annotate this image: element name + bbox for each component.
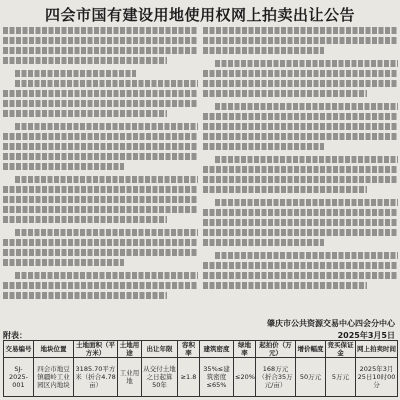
notice-body-right-column — [203, 27, 398, 315]
table-cell: SJ-2025-001 — [4, 358, 34, 397]
table-cell: 2025年3月25日10时00分 — [356, 358, 398, 397]
body-text-placeholder — [203, 219, 398, 226]
body-text-placeholder — [203, 90, 367, 97]
table-cell: ≤20% — [234, 358, 256, 397]
body-text-placeholder — [3, 292, 167, 299]
body-text-placeholder — [3, 47, 198, 54]
body-text-placeholder — [203, 37, 398, 44]
body-text-placeholder — [203, 176, 398, 183]
land-lot-table — [3, 340, 398, 397]
table-header-row — [4, 341, 398, 358]
column-header: 起拍价（万元） — [256, 341, 296, 358]
body-text-placeholder — [15, 80, 198, 87]
body-text-placeholder — [3, 133, 198, 140]
body-text-placeholder — [3, 249, 198, 256]
body-text-placeholder — [215, 199, 398, 206]
body-text-placeholder — [3, 100, 198, 107]
column-header: 绿地率 — [234, 341, 256, 358]
column-header: 容积率 — [178, 341, 200, 358]
table-cell: 5万元 — [326, 358, 356, 397]
table-cell: 50万元 — [296, 358, 326, 397]
body-text-placeholder — [3, 110, 167, 117]
column-header: 地块位置 — [34, 341, 74, 358]
body-text-placeholder — [3, 37, 198, 44]
body-text-placeholder — [3, 206, 198, 213]
body-text-placeholder — [203, 209, 398, 216]
body-text-placeholder — [15, 70, 136, 77]
body-text-placeholder — [203, 239, 324, 246]
table-row — [4, 358, 398, 397]
body-text-placeholder — [215, 60, 398, 67]
body-text-placeholder — [3, 27, 198, 34]
body-text-placeholder — [203, 27, 398, 34]
body-text-placeholder — [203, 262, 398, 269]
body-text-placeholder — [3, 57, 167, 64]
notice-title: 四会市国有建设用地使用权网上拍卖出让公告 — [44, 6, 355, 24]
body-text-placeholder — [215, 156, 398, 163]
body-text-placeholder — [203, 186, 367, 193]
table-cell: ≥1.8 — [178, 358, 200, 397]
table-cell: 四会市地豆镇疆岭工业园区内地块 — [34, 358, 74, 397]
body-text-placeholder — [203, 272, 398, 279]
body-text-placeholder — [215, 103, 398, 110]
body-text-placeholder — [3, 239, 198, 246]
column-header: 土地用途 — [118, 341, 142, 358]
table-cell: 工业用地 — [118, 358, 142, 397]
column-header: 建筑密度 — [200, 341, 234, 358]
body-text-placeholder — [3, 90, 198, 97]
issuer-line: 肇庆市公共资源交易中心四会分中心 — [267, 319, 395, 328]
body-text-placeholder — [3, 186, 198, 193]
body-text-placeholder — [3, 216, 167, 223]
body-text-placeholder — [3, 282, 198, 289]
body-text-placeholder — [3, 143, 198, 150]
notice-body-left-column — [3, 27, 198, 315]
body-text-placeholder — [203, 229, 398, 236]
body-text-placeholder — [203, 113, 398, 120]
table-cell: 168万元（折合35万元/亩） — [256, 358, 296, 397]
body-text-placeholder — [203, 166, 398, 173]
column-header: 网上拍卖时间 — [356, 341, 398, 358]
column-header: 增价幅度 — [296, 341, 326, 358]
body-text-placeholder — [3, 153, 198, 160]
table-cell: 35%≤建筑密度≤65% — [200, 358, 234, 397]
table-cell: 3185.70平方米（折合4.78亩） — [74, 358, 118, 397]
body-text-placeholder — [3, 163, 124, 170]
column-header: 出让年限 — [142, 341, 178, 358]
column-header: 土地面积（平方米） — [74, 341, 118, 358]
notice-date: 2025年3月5日 — [337, 331, 395, 340]
attachment-label: 附表： — [3, 331, 27, 340]
body-text-placeholder — [203, 80, 398, 87]
body-text-placeholder — [15, 229, 198, 236]
table-cell: 从交付土地之日起算50年 — [142, 358, 178, 397]
column-header: 竞买保证金 — [327, 341, 354, 357]
column-header: 交易编号 — [4, 341, 34, 358]
body-text-placeholder — [203, 47, 324, 54]
body-text-placeholder — [203, 143, 324, 150]
body-text-placeholder — [3, 259, 124, 266]
body-text-placeholder — [203, 123, 398, 130]
body-text-placeholder — [203, 133, 398, 140]
body-text-placeholder — [203, 70, 398, 77]
body-text-placeholder — [15, 176, 198, 183]
body-text-placeholder — [215, 252, 398, 259]
body-text-placeholder — [15, 123, 198, 130]
body-text-placeholder — [3, 196, 198, 203]
body-text-placeholder — [203, 282, 367, 289]
body-text-placeholder — [15, 272, 198, 279]
